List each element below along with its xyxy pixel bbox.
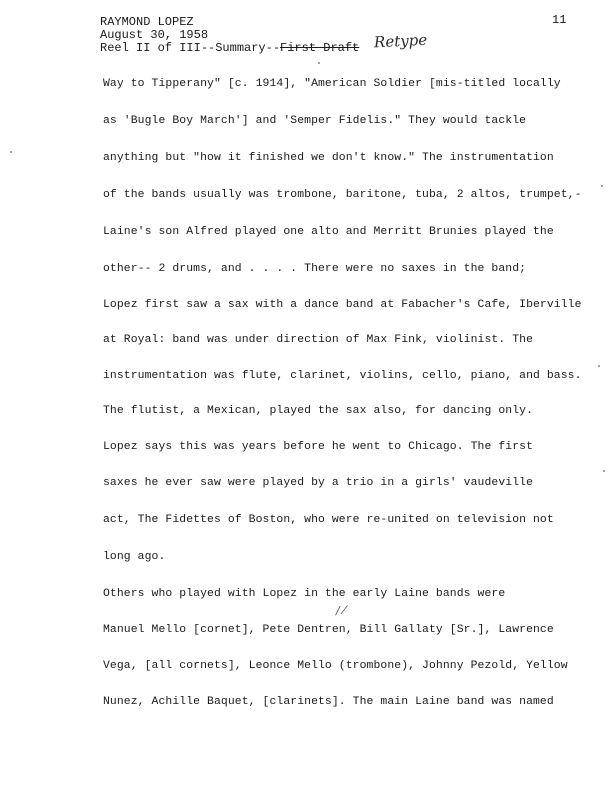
body-line: long ago. [103, 551, 166, 563]
scan-speck [318, 62, 320, 64]
body-line: act, The Fidettes of Boston, who were re-united on television not [103, 514, 554, 526]
body-line: saxes he ever saw were played by a trio in a girls' vaudeville [103, 477, 534, 489]
scan-speck [598, 365, 600, 367]
scan-speck [601, 185, 603, 187]
body-line: anything but "how it finished we don't know." The instrumentation [103, 152, 554, 164]
body-line: Lopez first saw a sax with a dance band at Fabacher's Cafe, Iberville [103, 299, 582, 311]
handwritten-insertion-mark: / ⁄ [336, 604, 346, 617]
header-reel-prefix: Reel II of III--Summary-- [100, 41, 281, 55]
body-line: Others who played with Lopez in the early Laine bands were [103, 588, 506, 600]
scan-speck [10, 151, 12, 153]
body-line: The flutist, a Mexican, played the sax also, for dancing only. [103, 405, 534, 417]
body-line: instrumentation was flute, clarinet, violins, cello, piano, and bass. [103, 370, 582, 382]
body-line: of the bands usually was trombone, baritone, tuba, 2 altos, trumpet,- [103, 189, 582, 201]
body-line: at Royal: band was under direction of Max Fink, violinist. The [103, 334, 534, 346]
body-line: Lopez says this was years before he went to Chicago. The first [103, 441, 534, 453]
header-name: RAYMOND LOPEZ [100, 15, 194, 29]
body-line: Nunez, Achille Baquet, [clarinets]. The main Laine band was named [103, 696, 554, 708]
body-line: Way to Tipperany" [c. 1914], "American Soldier [mis-titled locally [103, 78, 561, 90]
header-date: August 30, 1958 [100, 28, 209, 42]
header-reel [100, 42, 359, 54]
body-line: Manuel Mello [cornet], Pete Dentren, Bill Gallaty [Sr.], Lawrence [103, 624, 554, 636]
struck-first-draft: First Draft [280, 41, 360, 55]
body-line: other-- 2 drums, and . . . . There were no saxes in the band; [103, 263, 527, 275]
body-line: as 'Bugle Boy March'] and 'Semper Fidelis." They would tackle [103, 115, 527, 127]
page-number: 11 [552, 13, 567, 27]
handwritten-retype-annotation: Retype [373, 30, 428, 52]
scan-speck [603, 470, 605, 472]
body-line: Vega, [all cornets], Leonce Mello (trombone), Johnny Pezold, Yellow [103, 660, 568, 672]
body-line: Laine's son Alfred played one alto and Merritt Brunies played the [103, 226, 554, 238]
